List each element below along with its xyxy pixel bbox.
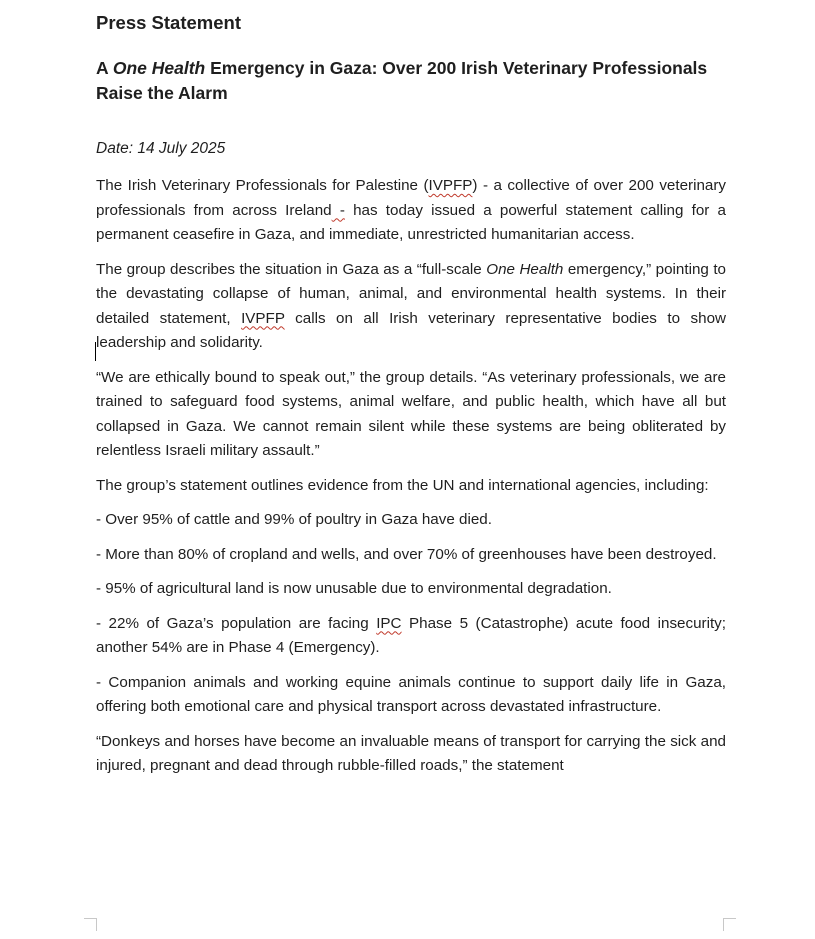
date-line: Date: 14 July 2025 [96,140,226,157]
bullet-cropland: - More than 80% of cropland and wells, and over 70% of greenhouses have been destroyed. [96,545,717,563]
paragraph-intro [96,174,726,248]
text-run: calls on all Irish veterinary representative bodies to show leadership and solidarity. [96,309,726,351]
bullet-agricultural-land: - 95% of agricultural land is now unusable due to environmental degradation. [96,580,612,597]
text-run: Phase 5 (Catastrophe) acute food insecurity; another 54% are in Phase 4 (Emergency). [96,614,726,656]
spellcheck-word[interactable]: IVPFP [428,177,473,194]
bullet-companion-animals: - Companion animals and working equine animals continue to support daily life in Gaza, offering both emotional care and physical transport across devastated infrastructure. [96,673,726,715]
text-cursor [95,342,96,361]
text-run: - 22% of Gaza’s population are facing [96,614,377,632]
text-run: The Irish Veterinary Professionals for Palestine ( [96,177,429,194]
paragraph-donkeys: “Donkeys and horses have become an invaluable means of transport for carrying the sick and injured, pregnant and dead through rubble-filled roads,” the statement [96,732,726,774]
grammar-flag[interactable]: - [331,201,345,219]
bullet-livestock: - Over 95% of cattle and 99% of poultry in Gaza have died. [96,511,492,528]
document-heading: Press Statement [96,12,241,33]
paragraph-evidence-intro: The group’s statement outlines evidence from the UN and international agencies, including: [96,476,709,494]
paragraph-quote: “We are ethically bound to speak out,” the group details. “As veterinary professionals, we are trained to safeguard food systems, animal welfare, and public health, which have all but collapsed in Gaza. We cannot remain silent while these systems are being obliterated by relentless Israeli military assault.” [96,368,726,459]
text-run: The group describes the situation in Gaza as a “full-scale [96,260,487,278]
title-rest: Emergency in Gaza: Over 200 Irish Veterinary Professionals Raise the Alarm [96,58,708,103]
title-italic: One Health [112,58,206,78]
title-prefix: A [96,58,113,78]
paragraph-situation [96,258,726,356]
text-run: ) - a collective of over 200 veterinary professionals from across Ireland [96,177,727,219]
margin-corner-mark [723,918,736,931]
italic-run: One Health [486,260,564,278]
spellcheck-word[interactable]: IVPFP [241,309,285,327]
bullet-food-insecurity [96,612,726,661]
document-title [96,56,726,106]
margin-corner-mark [84,918,97,931]
spellcheck-word[interactable]: IPC [376,614,402,632]
text-run: emergency,” pointing to the devastating collapse of human, animal, and environmental health systems. In their detailed statement, [96,260,726,327]
document-page [96,10,726,789]
text-run: has today issued a powerful statement calling for a permanent ceasefire in Gaza, and immediate, unrestricted humanitarian access. [96,201,726,243]
